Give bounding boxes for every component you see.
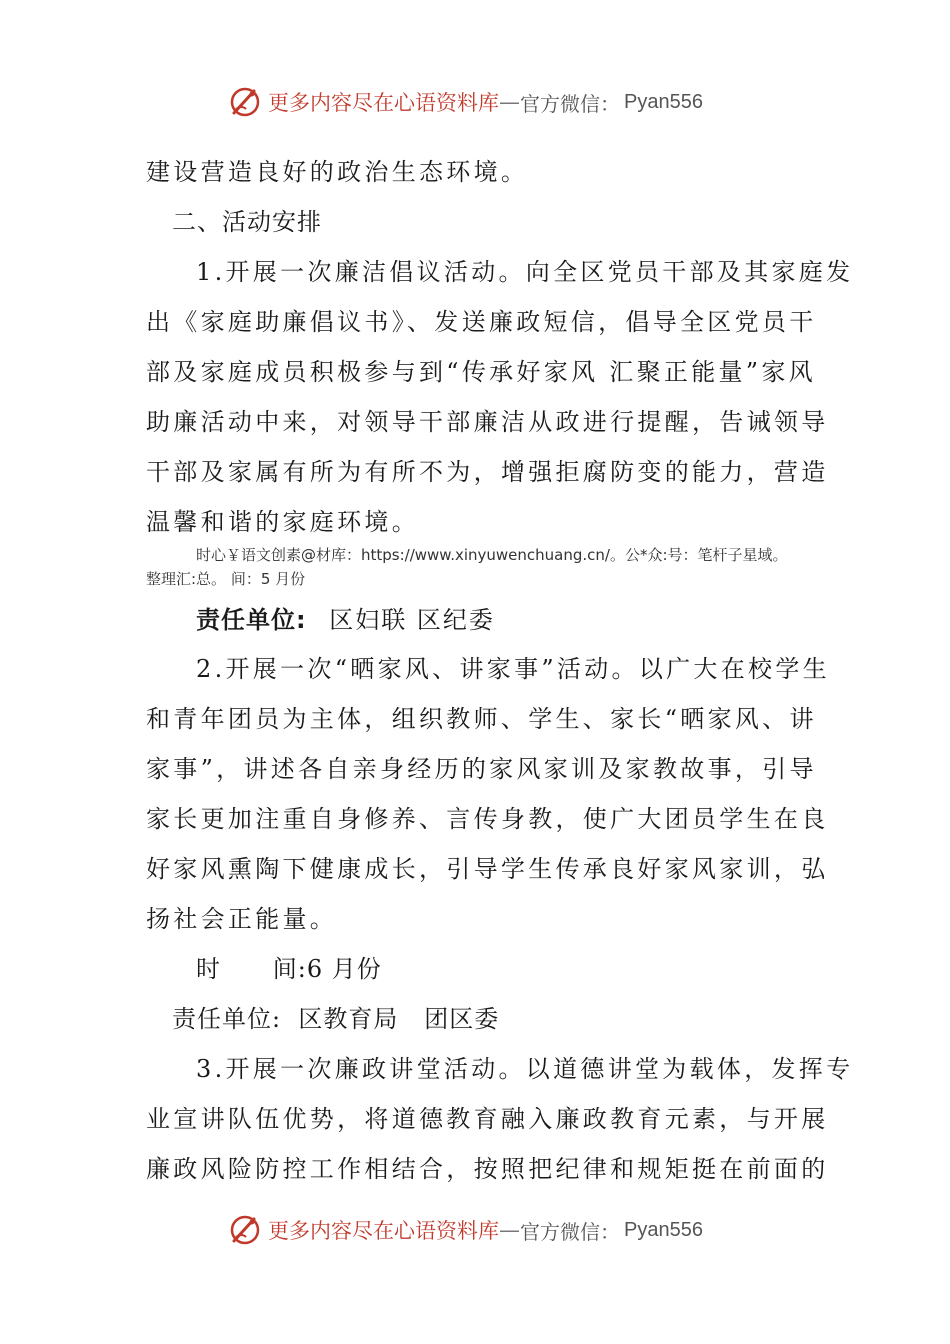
- text-line: 3.开展一次廉政讲堂活动。以道德讲堂为载体，发挥专: [196, 1055, 854, 1083]
- responsibility-value: 区妇联 区纪委: [329, 606, 495, 634]
- section-title: 二、活动安排: [172, 208, 322, 236]
- banner-brand: 更多内容尽在心语资料库: [268, 1219, 499, 1243]
- text-line: 业宣讲队伍优势，将道德教育融入廉政教育元素，与开展: [146, 1105, 829, 1133]
- text-line: 扬社会正能量。: [146, 905, 338, 933]
- pen-logo-icon: [228, 1213, 262, 1247]
- watermark-line: 时心￥语文创素@材库：https://www.xinyuwenchuang.cn/。公*众:号：笔杆子星域。: [196, 546, 788, 564]
- banner-wechat-label: 官方微信：: [520, 91, 620, 116]
- text-line: 廉政风险防控工作相结合，按照把纪律和规矩挺在前面的: [146, 1155, 829, 1183]
- text-line: 1.开展一次廉洁倡议活动。向全区党员干部及其家庭发: [196, 258, 854, 286]
- banner-wechat-id: Pyan556: [624, 1218, 703, 1241]
- footer-banner: [0, 1210, 950, 1250]
- text-line: 家长更加注重自身修养、言传身教，使广大团员学生在良: [146, 805, 829, 833]
- text-line: 和青年团员为主体，组织教师、学生、家长“晒家风、讲: [146, 705, 817, 733]
- pen-logo-icon: [228, 85, 262, 119]
- text-line: 好家风熏陶下健康成长，引导学生传承良好家风家训，弘: [146, 855, 829, 883]
- banner-wechat-label: 官方微信：: [520, 1219, 620, 1244]
- banner-wechat-id: Pyan556: [624, 90, 703, 113]
- text-line: 出《家庭助廉倡议书》、发送廉政短信，倡导全区党员干: [146, 308, 817, 336]
- text-line: 温馨和谐的家庭环境。: [146, 508, 419, 536]
- time-line: 时 间:6 月份: [196, 955, 382, 983]
- text-line: 家事”，讲述各自亲身经历的家风家训及家教故事，引导: [146, 755, 817, 783]
- responsibility-line: 责任单位: 区教育局 团区委: [172, 1005, 500, 1033]
- responsibility-label: 责任单位:: [196, 606, 307, 634]
- text-line: 建设营造良好的政治生态环境。: [146, 158, 529, 186]
- text-line: 助廉活动中来，对领导干部廉洁从政进行提醒，告诫领导: [146, 408, 829, 436]
- banner-brand: 更多内容尽在心语资料库: [268, 91, 499, 115]
- banner-dash: —: [499, 1218, 520, 1242]
- watermark-line: 整理汇:总。 间：5 月份: [146, 570, 306, 588]
- text-line: 干部及家属有所为有所不为，增强拒腐防变的能力，营造: [146, 458, 829, 486]
- text-line: 2.开展一次“晒家风、讲家事”活动。以广大在校学生: [196, 655, 830, 683]
- responsibility-line: [196, 603, 495, 637]
- text-line: 部及家庭成员积极参与到“传承好家风 汇聚正能量”家风: [146, 358, 816, 386]
- header-banner: [0, 82, 950, 122]
- banner-dash: —: [499, 90, 520, 114]
